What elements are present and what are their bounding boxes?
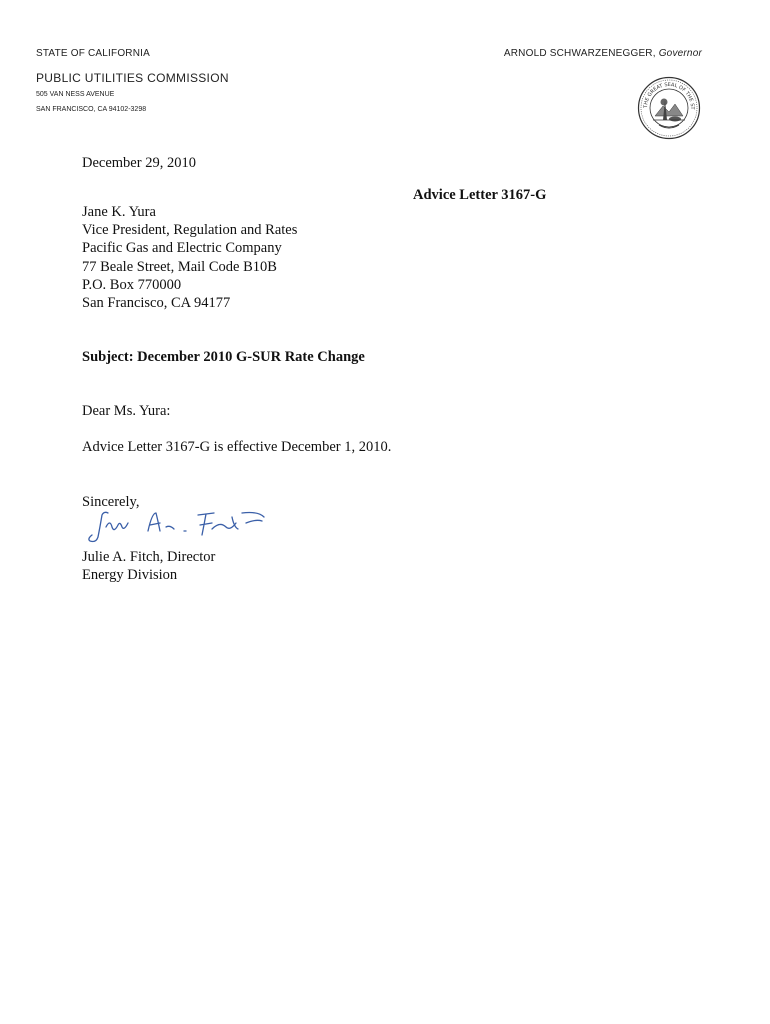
subject-line: Subject: December 2010 G-SUR Rate Change (82, 349, 365, 365)
svg-text:THE GREAT SEAL OF THE STATE OF (637, 76, 695, 111)
letter-body: Advice Letter 3167-G is effective December 1, 2010. (82, 439, 392, 455)
signer-block (82, 548, 215, 584)
recipient-line: 77 Beale Street, Mail Code B10B (82, 258, 277, 275)
letter-date: December 29, 2010 (82, 155, 196, 171)
signer-division: Energy Division (82, 567, 178, 584)
recipient-line: Jane K. Yura (82, 204, 156, 220)
seal-text: THE GREAT SEAL OF THE ST (642, 81, 696, 110)
recipient-line: San Francisco, CA 94177 (82, 294, 231, 311)
advice-letter-number: Advice Letter 3167-G (413, 187, 547, 203)
governor-name: ARNOLD SCHWARZENEGGER (503, 48, 653, 59)
recipient-address (82, 203, 297, 312)
agency-address-street: 505 VAN NESS AVENUE (36, 91, 115, 98)
recipient-line: Vice President, Regulation and Rates (82, 222, 298, 239)
agency-address-city: SAN FRANCISCO, CA 94102-3298 (36, 106, 147, 113)
governor-title: Governor (658, 48, 702, 59)
recipient-line: P.O. Box 770000 (82, 276, 182, 293)
signer-name: Julie A. Fitch, Director (82, 549, 216, 565)
governor-line: ARNOLD SCHWARZENEGGER, Governor (503, 48, 702, 59)
signature-image (86, 507, 276, 547)
recipient-line: Pacific Gas and Electric Company (82, 240, 282, 257)
salutation: Dear Ms. Yura: (82, 403, 171, 419)
state-heading: STATE OF CALIFORNIA (36, 48, 150, 59)
agency-name: PUBLIC UTILITIES COMMISSION (36, 71, 229, 85)
state-seal-icon (637, 76, 701, 140)
closing: Sincerely, (82, 494, 140, 510)
